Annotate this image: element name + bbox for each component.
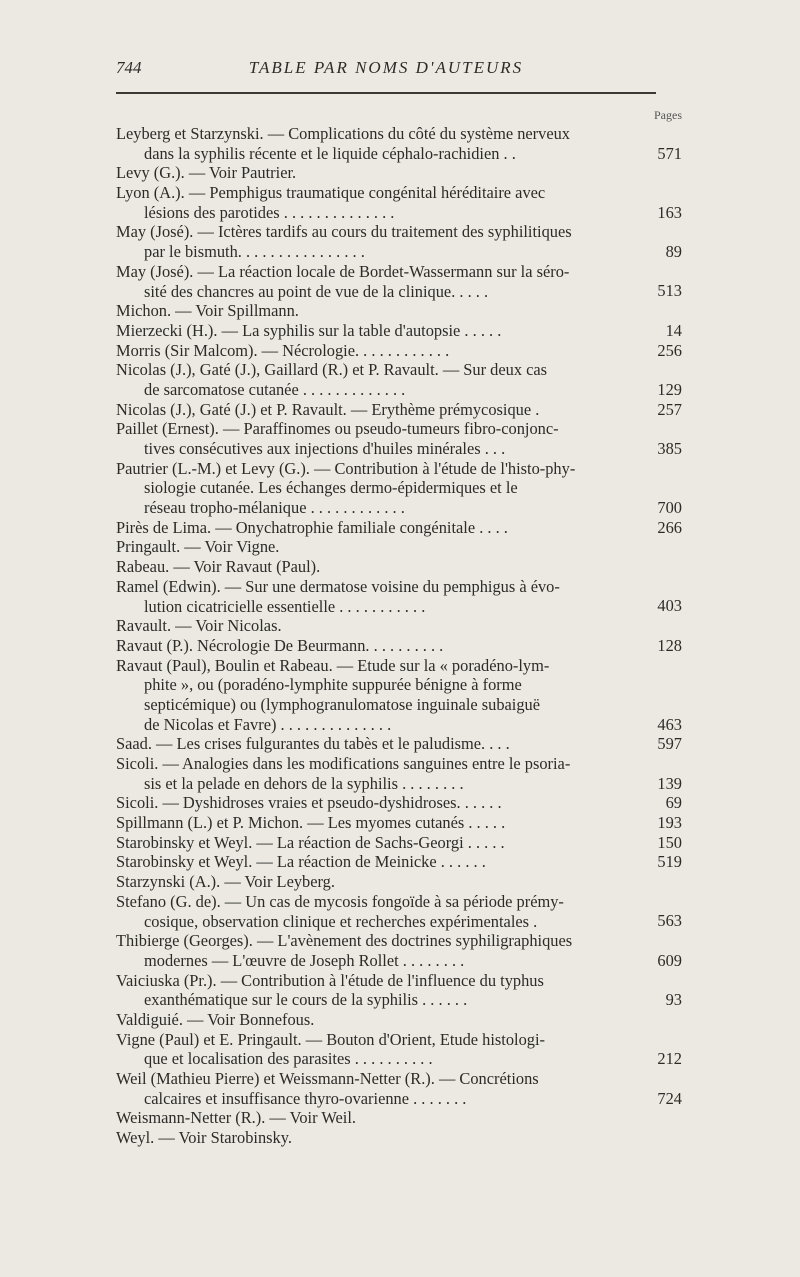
index-entry: [116, 1069, 682, 1108]
page-reference: 519: [657, 852, 682, 872]
entry-heading-line: Nicolas (J.), Gaté (J.) et P. Ravault. — Erythème prémycosique .: [116, 399, 540, 419]
page-reference: 403: [657, 596, 682, 616]
index-entry: [116, 971, 682, 1010]
entry-heading-line: Lyon (A.). — Pemphigus traumatique congénital héréditaire avec: [116, 183, 546, 203]
page-reference: 129: [657, 379, 682, 399]
entry-continuation-line: sité des chancres au point de vue de la clinique. . . . .: [144, 281, 489, 301]
page-reference: 14: [665, 320, 682, 340]
page-reference: 609: [657, 950, 682, 970]
author-index: [116, 124, 682, 1148]
index-entry: [116, 301, 682, 321]
entry-heading-line: Saad. — Les crises fulgurantes du tabès et le paludisme. . . .: [116, 734, 510, 754]
page-reference: 150: [657, 832, 682, 852]
index-entry: [116, 813, 682, 833]
entry-heading-line: Ravaut (Paul), Boulin et Rabeau. — Etude sur la « poradéno-lym-: [116, 655, 550, 675]
entry-heading-line: Rabeau. — Voir Ravaut (Paul).: [116, 557, 321, 577]
index-entry: [116, 537, 682, 557]
index-entry: [116, 793, 682, 813]
entry-heading-line: Spillmann (L.) et P. Michon. — Les myomes cutanés . . . . .: [116, 813, 506, 833]
page-reference: 597: [657, 734, 682, 754]
entry-continuation-line: cosique, observation clinique et recherches expérimentales .: [144, 911, 538, 931]
entry-continuation-line: de sarcomatose cutanée . . . . . . . . . . . . .: [144, 379, 406, 399]
entry-heading-line: Vaiciuska (Pr.). — Contribution à l'étude de l'influence du typhus: [116, 970, 544, 990]
entry-heading-line: Sicoli. — Dyshidroses vraies et pseudo-dyshidroses. . . . . .: [116, 793, 502, 813]
index-entry: [116, 360, 682, 399]
header-rule: [116, 92, 656, 94]
entry-heading-line: Starobinsky et Weyl. — La réaction de Sachs-Georgi . . . . .: [116, 832, 505, 852]
index-entry: [116, 931, 682, 970]
entry-continuation-line: dans la syphilis récente et le liquide céphalo-rachidien . .: [144, 143, 516, 163]
page-reference: 89: [665, 242, 682, 262]
index-entry: [116, 124, 682, 163]
entry-heading-line: Ravaut (P.). Nécrologie De Beurmann. . . . . . . . . .: [116, 635, 444, 655]
page-reference: 212: [657, 1049, 682, 1069]
page-reference: 139: [657, 773, 682, 793]
page-reference: 385: [657, 438, 682, 458]
index-entry: [116, 341, 682, 361]
entry-continuation-line: lution cicatricielle essentielle . . . . . . . . . . .: [144, 596, 426, 616]
entry-heading-line: Weismann-Netter (R.). — Voir Weil.: [116, 1108, 356, 1128]
index-entry: [116, 1128, 682, 1148]
entry-heading-line: Starzynski (A.). — Voir Leyberg.: [116, 872, 335, 892]
page-reference: 69: [665, 793, 682, 813]
index-entry: [116, 577, 682, 616]
entry-continuation-line: par le bismuth. . . . . . . . . . . . . . . .: [144, 242, 365, 262]
index-entry: [116, 459, 682, 518]
entry-continuation-line: exanthématique sur le cours de la syphilis . . . . . .: [144, 990, 468, 1010]
entry-continuation-line: de Nicolas et Favre) . . . . . . . . . . . . . .: [144, 714, 392, 734]
page-reference: 513: [657, 281, 682, 301]
page-reference: 266: [657, 517, 682, 537]
index-entry: [116, 1030, 682, 1069]
entry-heading-line: Mierzecki (H.). — La syphilis sur la table d'autopsie . . . . .: [116, 320, 502, 340]
entry-continuation-line: réseau tropho-mélanique . . . . . . . . . . . .: [144, 498, 405, 518]
entry-heading-line: Pirès de Lima. — Onychatrophie familiale congénitale . . . .: [116, 517, 508, 537]
index-entry: [116, 183, 682, 222]
entry-heading-line: Pringault. — Voir Vigne.: [116, 537, 280, 557]
entry-heading-line: Sicoli. — Analogies dans les modifications sanguines entre le psoria-: [116, 754, 571, 773]
page-reference: 257: [657, 399, 682, 419]
entry-heading-line: Nicolas (J.), Gaté (J.), Gaillard (R.) et P. Ravault. — Sur deux cas: [116, 360, 548, 380]
page-reference: 463: [657, 714, 682, 734]
entry-heading-line: May (José). — La réaction locale de Bordet-Wassermann sur la séro-: [116, 261, 570, 281]
index-entry: [116, 734, 682, 754]
running-title: TABLE PAR NOMS D'AUTEURS: [248, 58, 524, 77]
page-reference: 193: [657, 813, 682, 833]
index-entry: [116, 557, 682, 577]
entry-heading-line: Leyberg et Starzynski. — Complications du côté du système nerveux: [116, 124, 570, 143]
index-entry: [116, 616, 682, 636]
entry-continuation-line: phite », ou (poradéno-lymphite suppurée bénigne à forme: [144, 675, 522, 695]
entry-heading-line: Starobinsky et Weyl. — La réaction de Meinicke . . . . . .: [116, 852, 486, 872]
index-entry: [116, 754, 682, 793]
page-header: [116, 58, 656, 82]
entry-heading-line: Weyl. — Voir Starobinsky.: [116, 1128, 292, 1148]
entry-continuation-line: calcaires et insuffisance thyro-ovarienne . . . . . . .: [144, 1088, 467, 1108]
page-reference: 700: [657, 498, 682, 518]
entry-heading-line: Thibierge (Georges). — L'avènement des doctrines syphiligraphiques: [116, 931, 573, 951]
index-entry: [116, 262, 682, 301]
page-reference: 128: [657, 635, 682, 655]
entry-heading-line: Vigne (Paul) et E. Pringault. — Bouton d'Orient, Etude histologi-: [116, 1029, 545, 1049]
index-entry: [116, 872, 682, 892]
entry-heading-line: Pautrier (L.-M.) et Levy (G.). — Contribution à l'étude de l'histo-phy-: [116, 458, 576, 478]
entry-heading-line: Levy (G.). — Voir Pautrier.: [116, 163, 297, 183]
index-entry: [116, 419, 682, 458]
index-entry: [116, 852, 682, 872]
page-reference: 571: [657, 143, 682, 163]
page-reference: 563: [657, 911, 682, 931]
index-entry: [116, 1108, 682, 1128]
page-reference: 724: [657, 1088, 682, 1108]
page-reference: 256: [657, 340, 682, 360]
entry-heading-line: Morris (Sir Malcom). — Nécrologie. . . . . . . . . . . .: [116, 340, 450, 360]
index-entry: [116, 222, 682, 261]
index-entry: [116, 892, 682, 931]
index-entry: [116, 656, 682, 735]
entry-continuation-line: lésions des parotides . . . . . . . . . . . . . .: [144, 202, 395, 222]
page-number: 744: [116, 58, 142, 77]
pages-column-label: Pages: [654, 108, 682, 122]
entry-continuation-line: tives consécutives aux injections d'huiles minérales . . .: [144, 439, 506, 458]
index-entry: [116, 518, 682, 538]
index-entry: [116, 163, 682, 183]
entry-heading-line: Valdiguié. — Voir Bonnefous.: [116, 1009, 315, 1029]
index-entry: [116, 1010, 682, 1030]
page-reference: 93: [665, 990, 682, 1010]
page-reference: 163: [657, 202, 682, 222]
entry-heading-line: Stefano (G. de). — Un cas de mycosis fongoïde à sa période prémy-: [116, 891, 564, 911]
index-entry: [116, 636, 682, 656]
entry-heading-line: Ramel (Edwin). — Sur une dermatose voisine du pemphigus à évo-: [116, 576, 560, 596]
entry-continuation-line: siologie cutanée. Les échanges dermo-épidermiques et le: [144, 478, 518, 498]
entry-heading-line: Weil (Mathieu Pierre) et Weissmann-Netter (R.). — Concrétions: [116, 1069, 539, 1088]
entry-continuation-line: que et localisation des parasites . . . . . . . . . .: [144, 1049, 433, 1069]
entry-heading-line: Ravault. — Voir Nicolas.: [116, 616, 282, 636]
index-entry: [116, 833, 682, 853]
index-entry: [116, 400, 682, 420]
entry-continuation-line: sis et la pelade en dehors de la syphilis . . . . . . . .: [144, 773, 464, 793]
entry-continuation-line: modernes — L'œuvre de Joseph Rollet . . . . . . . .: [144, 950, 465, 970]
entry-heading-line: Paillet (Ernest). — Paraffinomes ou pseudo-tumeurs fibro-conjonc-: [116, 419, 559, 439]
index-entry: [116, 321, 682, 341]
entry-heading-line: Michon. — Voir Spillmann.: [116, 301, 299, 321]
entry-continuation-line: septicémique) ou (lymphogranulomatose inguinale subaiguë: [144, 694, 541, 714]
entry-heading-line: May (José). — Ictères tardifs au cours du traitement des syphilitiques: [116, 222, 572, 242]
